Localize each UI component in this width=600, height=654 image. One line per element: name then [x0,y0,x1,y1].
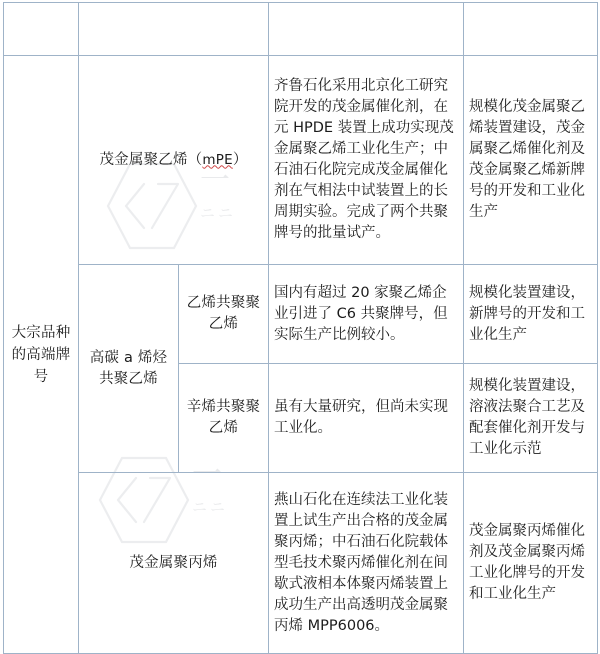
table-row [4,56,598,265]
cell-category: 大宗品种的高端牌号 [4,56,79,654]
cell-subproduct-octene: 辛烯共聚聚乙烯 [179,364,269,473]
data-table [3,2,598,654]
header-cell-goal: 未来建设目标和内容 [464,3,598,56]
header-cell-product: 重点产品 [79,3,269,56]
cell-status: 国内有超过 20 家聚乙烯企业引进了 C6 共聚牌号，但实际生产比例较小。 [269,265,464,364]
product-label-abbr: mPE [202,151,233,168]
cell-subproduct-ethylene: 乙烯共聚聚乙烯 [179,265,269,364]
header-cell-category: 分类 [4,3,79,56]
cell-goal: 规模化茂金属聚乙烯装置建设，茂金属聚乙烯催化剂及茂金属聚乙烯新牌号的开发和工业化生产 [464,56,598,265]
cell-product-high-carbon: 高碳 a 烯烃共聚乙烯 [79,265,179,473]
cell-status: 虽有大量研究，但尚未实现工业化。 [269,364,464,473]
cell-goal: 茂金属聚丙烯催化剂及茂金属聚丙烯工业化牌号的开发和工业化生产 [464,473,598,654]
watermark-text: 一 ニニ [192,457,229,516]
table-row [4,265,598,364]
cell-status: 齐鲁石化采用北京化工研究院开发的茂金属催化剂，在元 HPDE 装置上成功实现茂金属聚乙烯工业化生产；中石油石化院完成茂金属催化剂在气相法中试装置上的长周期实验。完成了两个共聚牌号的批量试产。 [269,56,464,265]
cell-product-mpe [79,56,269,265]
watermark-text: 一 ニニ [200,163,237,222]
table-body [4,56,598,654]
header-row [4,3,598,56]
table-header [4,3,598,56]
cell-goal: 规模化装置建设，新牌号的开发和工业化生产 [464,265,598,364]
cell-goal: 规模化装置建设，溶液法聚合工艺及配套催化剂开发与工业化示范 [464,364,598,473]
product-label-main: 茂金属聚乙烯（ [99,151,203,168]
header-cell-status: 当前国内技术情况 [269,3,464,56]
cell-product-mpp: 茂金属聚丙烯 [79,473,269,654]
product-label-tail: ） [232,151,248,168]
cell-status: 燕山石化在连续法工业化装置上试生产出合格的茂金属聚丙烯；中石油石化院载体型毛技术聚丙烯催化剂在间歇式液相本体聚丙烯装置上成功生产出高透明茂金属聚丙烯 MPP6006。 [269,473,464,654]
table-row [4,473,598,654]
